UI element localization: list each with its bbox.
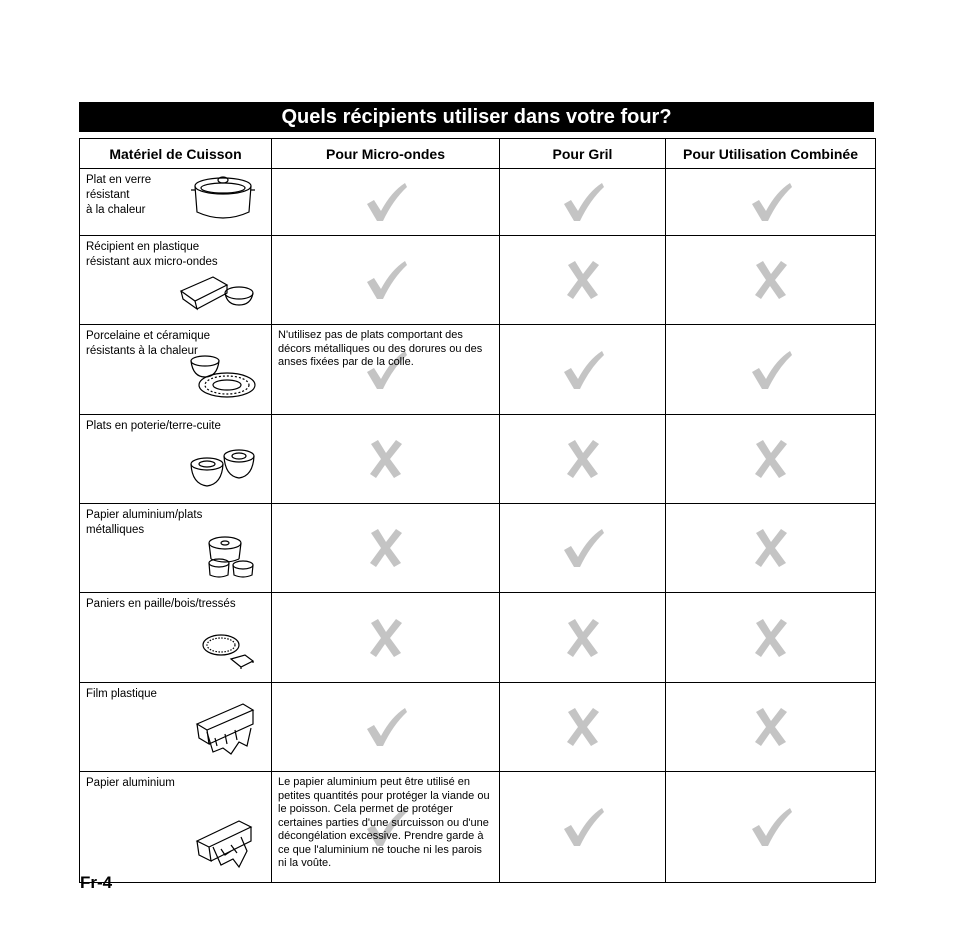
gril-cell [500,504,666,593]
material-cell [80,415,272,504]
check-mark-icon [500,504,665,592]
check-mark-icon [666,169,875,235]
material-cell [80,593,272,683]
material-label: Plats en poterie/terre-cuite [86,420,221,432]
gril-cell [500,415,666,504]
micro-cell [272,236,500,325]
cross-mark-icon [272,504,499,592]
check-mark-icon [272,236,499,324]
cross-mark-icon [500,593,665,682]
header-row [80,139,876,169]
cross-mark-icon [500,236,665,324]
table-row [80,415,876,504]
aluminium-foil-icon [193,815,257,876]
cross-mark-icon [272,593,499,682]
glass-casserole-icon [189,168,257,229]
cross-mark-icon [666,236,875,324]
header-gril: Pour Gril [500,139,666,169]
gril-cell [500,772,666,883]
header-combi: Pour Utilisation Combinée [666,139,876,169]
combi-cell [666,169,876,236]
cross-mark-icon [500,415,665,503]
check-mark-icon [500,772,665,882]
porcelain-plate-icon [187,351,257,408]
combi-cell [666,772,876,883]
material-cell [80,504,272,593]
micro-cell [272,593,500,683]
cross-mark-icon [666,504,875,592]
material-label: Porcelaine et céramique résistants à la chaleur [86,330,211,357]
check-mark-icon [272,169,499,235]
material-cell [80,683,272,772]
check-mark-icon [500,169,665,235]
compatibility-table [79,138,876,883]
combi-cell [666,683,876,772]
table-row [80,325,876,415]
combi-cell [666,593,876,683]
table-row [80,772,876,883]
gril-cell [500,593,666,683]
check-mark-icon [500,325,665,414]
micro-cell [272,683,500,772]
combi-cell [666,236,876,325]
cross-mark-icon [666,683,875,771]
combi-cell [666,415,876,504]
table-row [80,236,876,325]
gril-cell [500,325,666,415]
material-cell [80,169,272,236]
material-label: Film plastique [86,688,157,700]
header-micro: Pour Micro-ondes [272,139,500,169]
usage-note: N'utilisez pas de plats comportant des décors métalliques ou des dorures ou des anses fixées par de la colle. [278,329,483,368]
micro-cell [272,325,500,415]
table-row [80,169,876,236]
gril-cell [500,236,666,325]
basket-icon [201,631,257,676]
cross-mark-icon [500,683,665,771]
micro-cell [272,169,500,236]
material-label: Plat en verre résistant à la chaleur [86,174,152,216]
cross-mark-icon [666,415,875,503]
cross-mark-icon [272,415,499,503]
check-mark-icon [272,683,499,771]
check-mark-icon [666,772,875,882]
micro-cell [272,415,500,504]
material-label: Récipient en plastique résistant aux micro-ondes [86,241,218,268]
material-label: Papier aluminium/plats métalliques [86,509,203,536]
micro-cell [272,504,500,593]
gril-cell [500,169,666,236]
check-mark-icon [666,325,875,414]
table-row [80,683,876,772]
material-cell [80,325,272,415]
table-row [80,593,876,683]
page-title: Quels récipients utiliser dans votre four? [79,102,874,132]
plastic-container-icon [177,269,257,318]
cross-mark-icon [666,593,875,682]
usage-note: Le papier aluminium peut être utilisé en petites quantités pour protéger la viande ou le poisson. Cela permet de protéger certaines parties d'une surcuisson ou d'une décongélation excessive. Prendre garde à ce que l'aluminium ne touche ni les parois ni la voûte. [278,776,490,869]
material-label: Papier aluminium [86,777,175,789]
material-label: Paniers en paille/bois/tressés [86,598,236,610]
table-row [80,504,876,593]
material-cell [80,236,272,325]
metal-pans-icon [203,531,257,586]
gril-cell [500,683,666,772]
page-number: Fr-4 [80,873,113,892]
material-cell [80,772,272,883]
plastic-wrap-icon [193,702,257,765]
header-material: Matériel de Cuisson [80,139,272,169]
micro-cell [272,772,500,883]
combi-cell [666,325,876,415]
combi-cell [666,504,876,593]
pottery-bowls-icon [187,444,257,497]
